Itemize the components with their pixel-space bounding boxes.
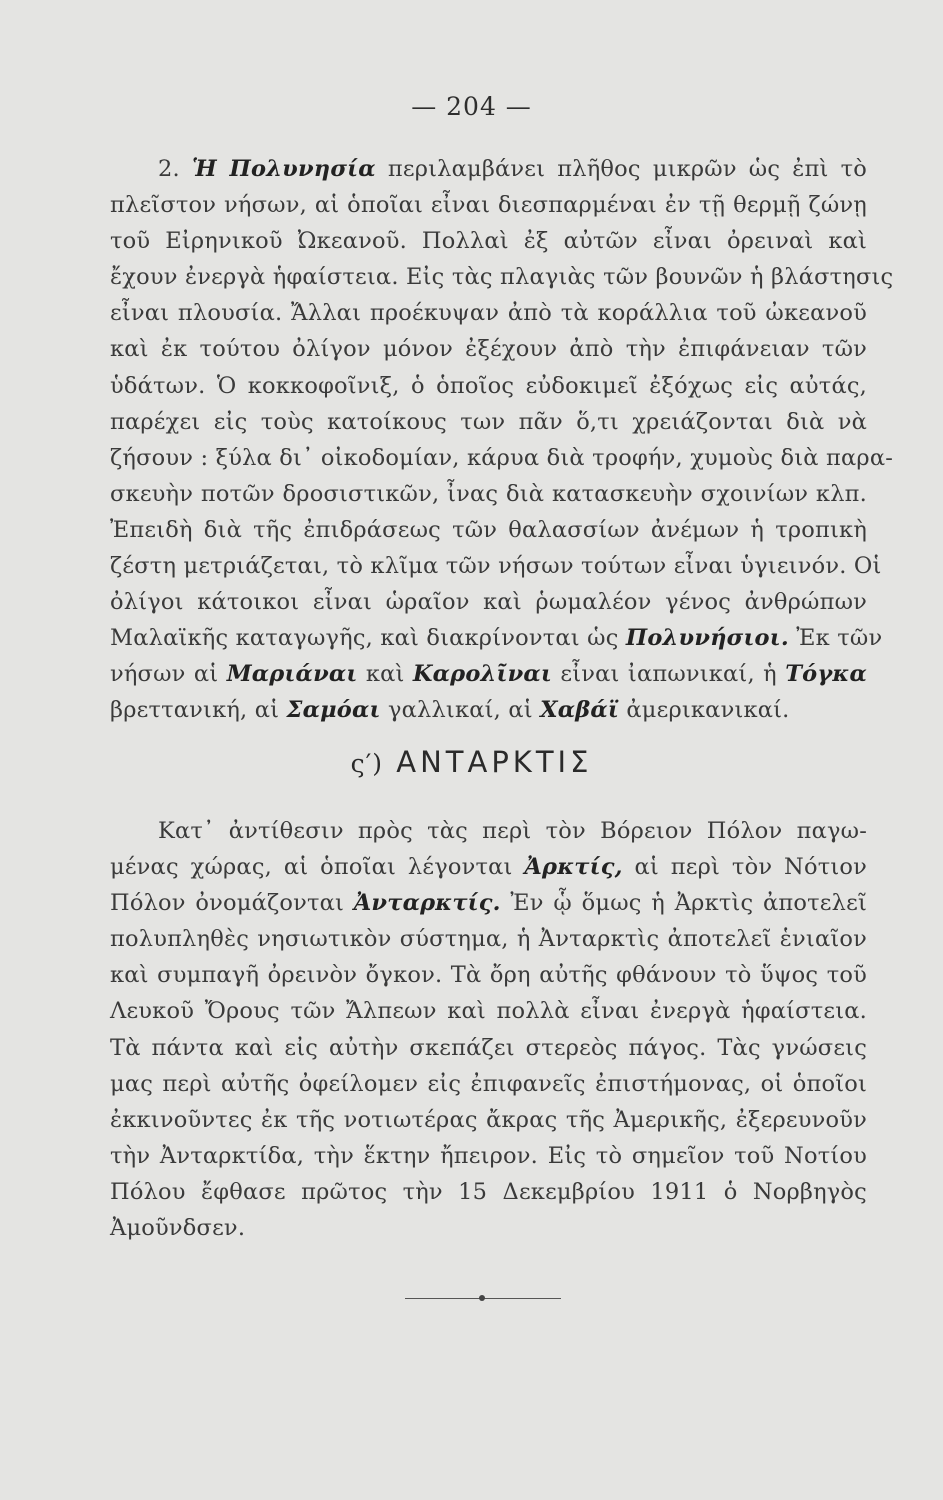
text-line (110, 1210, 867, 1246)
text-line (110, 440, 894, 476)
text-segment: τὴν Ἀνταρκτίδα, τὴν ἕκτην ἤπειρον. Εἰς τὸ σημεῖον τοῦ Νοτίου (110, 1142, 867, 1169)
text-segment: σκευὴν ποτῶν δροσιστικῶν, ἶνας διὰ κατασκευὴν σχοινίων κλπ. (110, 480, 867, 507)
text-segment: ζήσουν : ξύλα δι᾽ οἰκοδομίαν, κάρυα διὰ τροφήν, χυμοὺς διὰ παρα- (110, 444, 894, 471)
text-segment: εἶναι πλουσία. Ἄλλαι προέκυψαν ἀπὸ τὰ κοράλλια τοῦ ὠκεανοῦ (110, 300, 867, 327)
text-line (110, 223, 867, 259)
emphasized-term: Ἀρκτίς, (524, 854, 623, 881)
section-number: ς′) (350, 749, 384, 778)
text-line (110, 259, 894, 295)
polynesia-paragraph (110, 151, 894, 729)
text-line (110, 849, 867, 885)
text-segment: ἀμερικανικαί. (619, 697, 790, 724)
text-line (110, 368, 867, 404)
text-segment: καὶ ἐκ τούτου ὀλίγον μόνον ἐξέχουν ἀπὸ τὴν ἐπιφάνειαν τῶν (110, 336, 867, 363)
text-line (110, 548, 882, 584)
section-heading (0, 745, 943, 779)
text-line (110, 331, 867, 367)
text-line (110, 921, 867, 957)
text-segment: περιλαμβάνει πλῆθος μικρῶν ὡς ἐπὶ τὸ (375, 156, 867, 182)
text-segment: γαλλικαί, αἱ (380, 697, 541, 724)
text-line (110, 295, 867, 331)
text-line (110, 151, 867, 187)
text-line (110, 993, 867, 1029)
text-segment: Πόλου ἔφθασε πρῶτος τὴν 15 Δεκεμβρίου 1911 ὁ Νορβηγὸς (110, 1178, 867, 1205)
text-segment: Ἐπειδὴ διὰ τῆς ἐπιδράσεως τῶν θαλασσίων ἀνέμων ἡ τροπικὴ (110, 516, 867, 543)
text-segment: πολυπληθὲς νησιωτικὸν σύστημα, ἡ Ἀνταρκτὶς ἀποτελεῖ ἑνιαῖον (110, 926, 867, 953)
text-line (110, 813, 867, 849)
page-number: — 204 — (411, 92, 532, 121)
text-line (110, 187, 867, 223)
emphasized-term: Καρολῖναι (412, 661, 553, 688)
text-segment: Λευκοῦ Ὄρους τῶν Ἄλπεων καὶ πολλὰ εἶναι ἐνεργὰ ἡφαίστεια. (110, 998, 867, 1025)
text-segment: τοῦ Εἰρηνικοῦ Ὠκεανοῦ. Πολλαὶ ἐξ αὐτῶν εἶναι ὀρειναὶ καὶ (110, 228, 867, 255)
text-line (110, 1138, 867, 1174)
text-segment: μας περὶ αὐτῆς ὀφείλομεν εἰς ἐπιφανεῖς ἐπιστήμονας, οἱ ὁποῖοι (110, 1070, 867, 1097)
text-line (110, 1174, 867, 1210)
text-segment: Μαλαϊκῆς καταγωγῆς, καὶ διακρίνονται ὡς (110, 625, 626, 652)
text-segment: ὑδάτων. Ὁ κοκκοφοῖνιξ, ὁ ὁποῖος εὐδοκιμεῖ ἐξόχως εἰς αὐτάς, (110, 372, 867, 399)
text-line (110, 656, 867, 692)
text-segment: μένας χώρας, αἱ ὁποῖαι λέγονται (110, 854, 525, 881)
text-line (110, 1030, 867, 1066)
text-segment: Ἀμοῦνδσεν. (110, 1215, 246, 1242)
text-segment: αἱ περὶ τὸν Νότιον (622, 854, 867, 881)
text-segment: ἐκκινοῦντες ἐκ τῆς νοτιωτέρας ἄκρας τῆς Ἀμερικῆς, ἐξερευνοῦν (110, 1106, 867, 1133)
text-segment: Τὰ πάντα καὶ εἰς αὐτὴν σκεπάζει στερεὸς πάγος. Τὰς γνώσεις (110, 1034, 867, 1061)
emphasized-term: Ἡ Πολυνησία (191, 156, 376, 182)
text-segment: ὀλίγοι κάτοικοι εἶναι ὡραῖον καὶ ῥωμαλέον γένος ἀνθρώπων (110, 589, 867, 616)
text-line (110, 885, 867, 921)
emphasized-term: Πολυνήσιοι. (625, 625, 789, 652)
text-line (110, 1066, 867, 1102)
text-line (110, 620, 883, 656)
text-line (110, 584, 867, 620)
text-segment: 2. (158, 156, 192, 182)
text-segment: βρεττανική, αἱ (110, 697, 287, 724)
text-line (110, 1102, 867, 1138)
text-segment: ζέστη μετριάζεται, τὸ κλῖμα τῶν νήσων τούτων εἶναι ὑγιεινόν. Οἱ (110, 553, 882, 580)
text-line (110, 512, 867, 548)
text-line (110, 404, 867, 440)
emphasized-term: Μαριάναι (226, 661, 358, 688)
emphasized-term: Χαβάϊ (540, 697, 620, 724)
antarctica-paragraph (110, 813, 867, 1246)
text-segment: καὶ συμπαγῆ ὀρεινὸν ὄγκον. Τὰ ὄρη αὐτῆς φθάνουν τὸ ὕψος τοῦ (110, 962, 867, 989)
emphasized-term: Ἀνταρκτίς. (353, 890, 501, 917)
text-segment: πλεῖστον νήσων, αἱ ὁποῖαι εἶναι διεσπαρμέναι ἐν τῇ θερμῇ ζώνῃ (110, 192, 867, 219)
text-line (110, 476, 867, 512)
text-segment: Πόλον ὀνομάζονται (110, 890, 354, 917)
text-segment: εἶναι ἰαπωνικαί, ἡ (552, 661, 786, 688)
text-segment: ἔχουν ἐνεργὰ ἡφαίστεια. Εἰς τὰς πλαγιὰς τῶν βουνῶν ἡ βλάστησις (110, 264, 894, 291)
emphasized-term: Σαμόαι (286, 697, 381, 724)
section-title: ΑΝΤΑΡΚΤΙΣ (396, 745, 593, 779)
text-line (110, 957, 867, 993)
text-segment: καὶ (357, 661, 413, 688)
text-segment: Ἐκ τῶν (788, 625, 883, 652)
text-line (110, 692, 867, 728)
text-segment: παρέχει εἰς τοὺς κατοίκους των πᾶν ὅ,τι χρειάζονται διὰ νὰ (110, 408, 867, 435)
emphasized-term: Τόγκα (785, 661, 867, 688)
end-rule-dot (479, 1295, 485, 1301)
text-segment: Κατ᾽ ἀντίθεσιν πρὸς τὰς περὶ τὸν Βόρειον Πόλον παγω- (158, 818, 867, 844)
text-segment: νήσων αἱ (110, 661, 227, 688)
text-segment: Ἐν ᾧ ὅμως ἡ Ἀρκτὶς ἀποτελεῖ (500, 890, 867, 917)
